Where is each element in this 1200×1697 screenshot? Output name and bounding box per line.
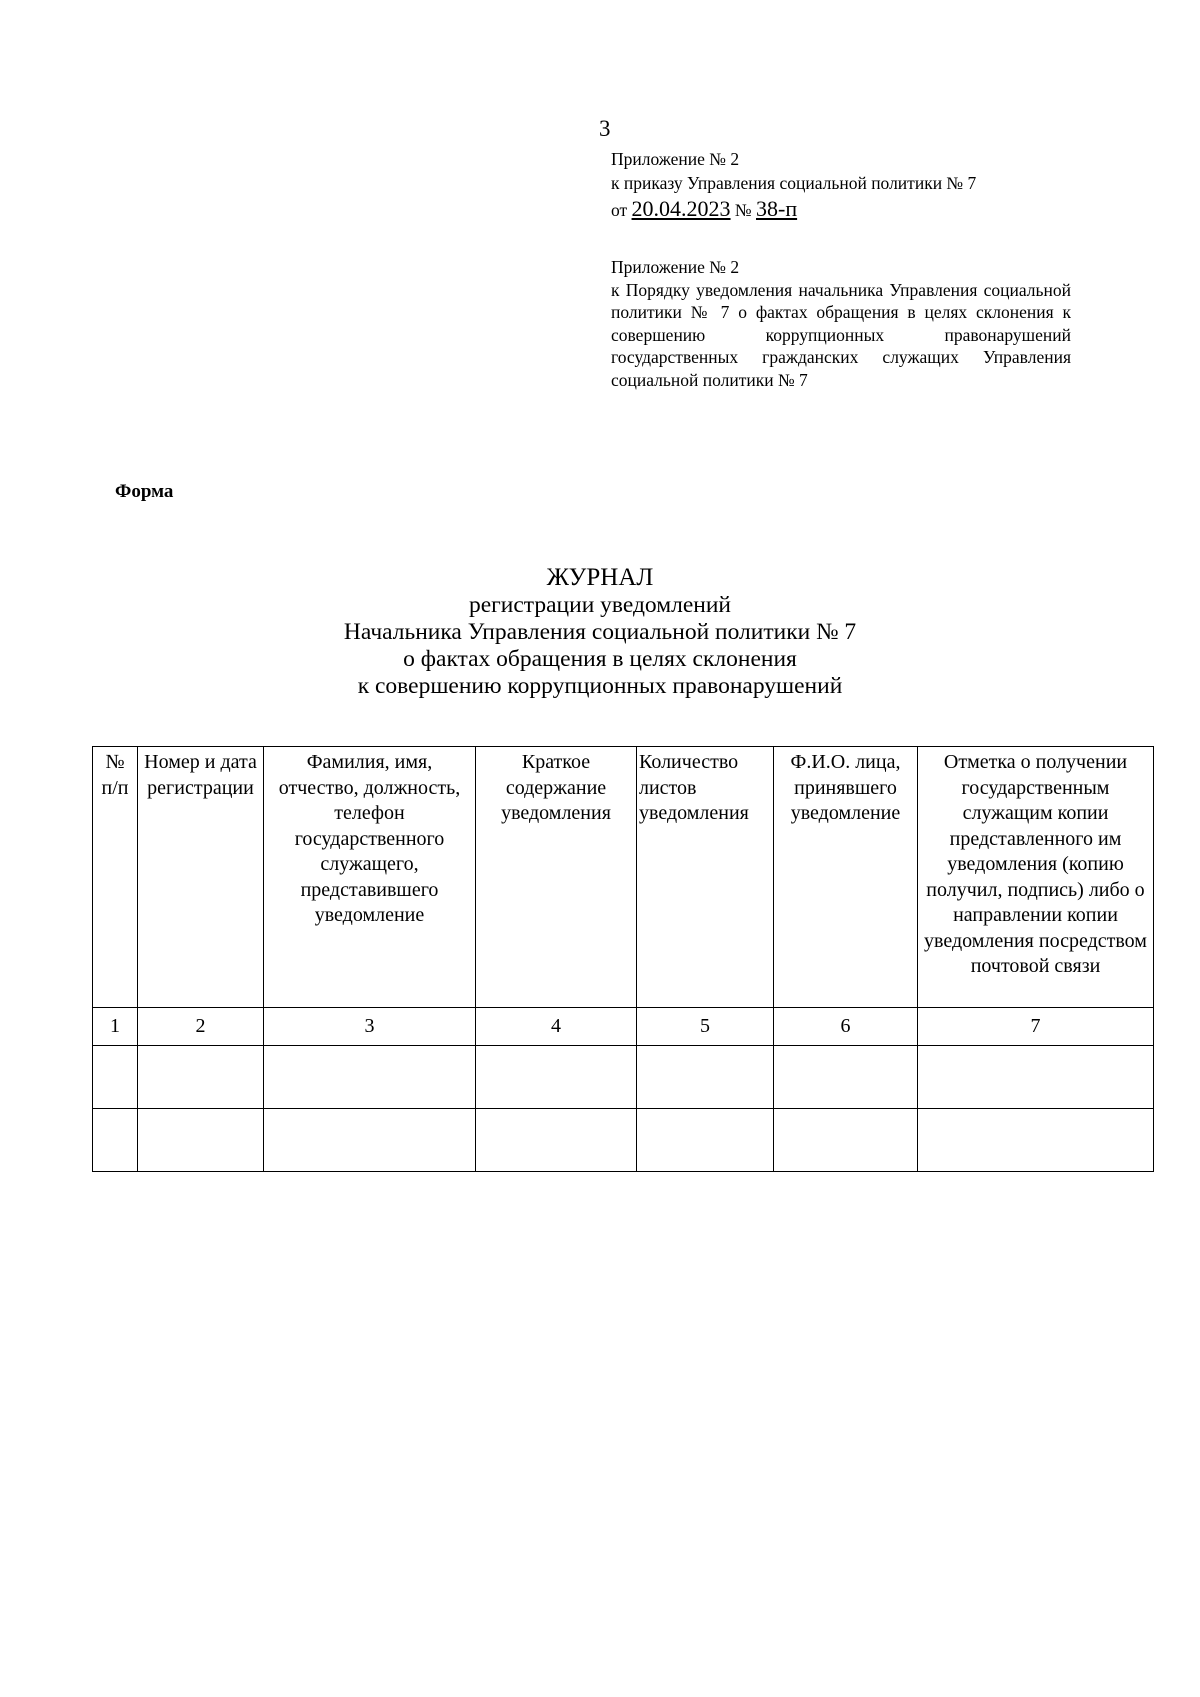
table-cell bbox=[918, 1109, 1154, 1172]
table-row bbox=[93, 1046, 1154, 1109]
column-number: 5 bbox=[637, 1008, 774, 1046]
order-number: 38-п bbox=[756, 196, 798, 221]
table-cell bbox=[138, 1046, 264, 1109]
column-number: 6 bbox=[774, 1008, 918, 1046]
table-cell bbox=[476, 1046, 637, 1109]
column-number: 3 bbox=[264, 1008, 476, 1046]
journal-title bbox=[100, 563, 1100, 700]
order-date-line bbox=[611, 197, 1071, 222]
header-cell: Отметка о получении государственным служащим копии представленного им уведомления (копию получил, подпись) либо о направлении копии уведомления посредством почтовой связи bbox=[918, 747, 1154, 1008]
table-cell bbox=[637, 1046, 774, 1109]
table-header-row bbox=[93, 747, 1154, 1008]
appendix-label: Приложение № 2 bbox=[611, 257, 740, 277]
header-cell: Номер и дата регистрации bbox=[138, 747, 264, 1008]
order-date: 20.04.2023 bbox=[631, 196, 731, 221]
header-cell: Краткое содержание уведомления bbox=[476, 747, 637, 1008]
table-number-row bbox=[93, 1008, 1154, 1046]
title-main: ЖУРНАЛ bbox=[546, 564, 654, 591]
form-label: Форма bbox=[115, 481, 174, 502]
column-number: 1 bbox=[93, 1008, 138, 1046]
table-cell bbox=[637, 1109, 774, 1172]
table-cell bbox=[138, 1109, 264, 1172]
title-line: к совершению коррупционных правонарушений bbox=[357, 673, 843, 699]
title-line: о фактах обращения в целях склонения bbox=[403, 646, 797, 672]
journal-table bbox=[92, 746, 1154, 1172]
appendix-text: к Порядку уведомления начальника Управления социальной политики № 7 о фактах обращения в целях склонения к совершению коррупционных правонарушений государственных гражданских служащих Управления социальной политики № 7 bbox=[611, 279, 1071, 390]
column-number: 4 bbox=[476, 1008, 637, 1046]
column-number: 7 bbox=[918, 1008, 1154, 1046]
header-cell: Количество листов уведомления bbox=[637, 747, 774, 1008]
table-cell bbox=[918, 1046, 1154, 1109]
header-cell: № п/п bbox=[93, 747, 138, 1008]
table-cell bbox=[774, 1109, 918, 1172]
title-line: Начальника Управления социальной политики № 7 bbox=[343, 619, 857, 645]
table-cell bbox=[93, 1046, 138, 1109]
table-cell bbox=[264, 1109, 476, 1172]
page-number: 3 bbox=[599, 116, 611, 141]
order-reference bbox=[611, 147, 1071, 222]
table-cell bbox=[774, 1046, 918, 1109]
header-cell: Фамилия, имя, отчество, должность, телефон государственного служащего, представившего уведомление bbox=[264, 747, 476, 1008]
title-line: регистрации уведомлений bbox=[468, 592, 731, 618]
table-cell bbox=[93, 1109, 138, 1172]
order-appendix-label: Приложение № 2 bbox=[611, 149, 740, 169]
table-row bbox=[93, 1109, 1154, 1172]
order-date-prefix: от bbox=[611, 200, 628, 220]
order-number-sign: № bbox=[734, 200, 752, 220]
column-number: 2 bbox=[138, 1008, 264, 1046]
table-cell bbox=[476, 1109, 637, 1172]
order-line: к приказу Управления социальной политики № 7 bbox=[611, 173, 977, 193]
procedure-appendix bbox=[611, 256, 1071, 391]
header-cell: Ф.И.О. лица, принявшего уведомление bbox=[774, 747, 918, 1008]
table-cell bbox=[264, 1046, 476, 1109]
